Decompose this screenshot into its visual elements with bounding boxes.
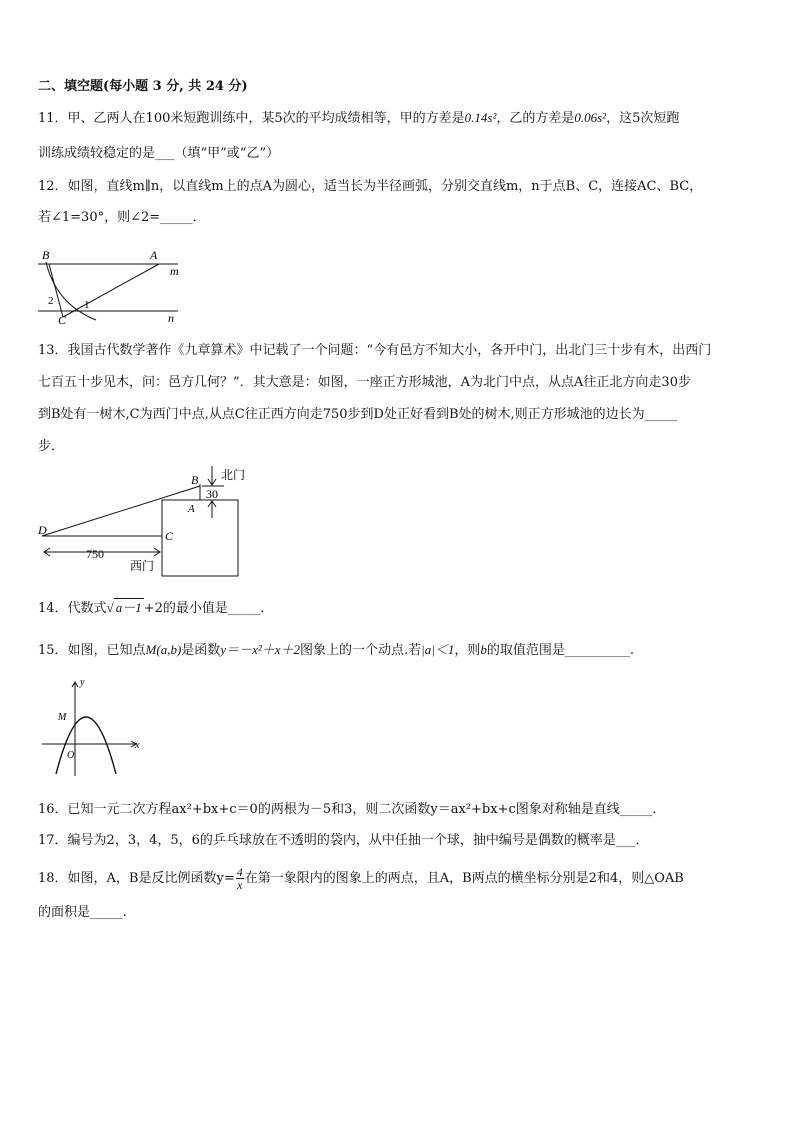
label-b: B <box>42 248 50 262</box>
label-750: 750 <box>86 547 104 561</box>
label-angle-2: 2 <box>48 295 54 307</box>
q12-figure <box>36 242 186 324</box>
q15-mid3: ，则 <box>454 643 481 658</box>
label-a: A <box>150 248 158 262</box>
segment-ac <box>63 264 159 317</box>
q18-fraction <box>236 866 244 891</box>
question-15 <box>38 641 634 660</box>
label-north-gate: 北门 <box>221 468 246 482</box>
label-west-gate: 西门 <box>130 559 155 573</box>
q11-text-b: ，乙的方差是 <box>496 111 575 126</box>
q11-text-a: 11．甲、乙两人在100米短跑训练中，某5次的平均成绩相等，甲的方差是 <box>38 111 465 126</box>
label-b: B <box>191 473 199 487</box>
q11-variance-b: 0.06s² <box>574 110 607 125</box>
question-13-line1: 13．我国古代数学著作《九章算术》中记载了一个问题：“今有邑方不知大小，各开中门，出北门三十步有木，出西门 <box>38 343 712 358</box>
label-angle-1: 1 <box>84 299 90 311</box>
question-13-line2: 七百五十步见木，问：邑方几何？”．其大意是：如图，一座正方形城池，A为北门中点，从点A往正北方向走30步 <box>38 375 691 390</box>
q11-variance-a: 0.14s² <box>464 110 497 125</box>
q14-suffix: +2的最小值是_____． <box>143 601 274 616</box>
label-o: O <box>67 750 75 761</box>
q15-point: M(a,b) <box>145 642 182 657</box>
q18-fraction-denominator: x <box>237 878 243 892</box>
q18-fraction-numerator: 4 <box>236 865 243 879</box>
label-n: n <box>168 311 174 324</box>
q15-figure <box>38 676 148 778</box>
question-13-line3: 到B处有一树木,C为西门中点,从点C往正西方向走750步到D处正好看到B处的树木,则正方形城池的边长为_____ <box>38 407 678 422</box>
label-m: m <box>170 264 179 278</box>
sightline-db <box>42 486 200 536</box>
q11-text-c: ，这5次短跑 <box>606 111 680 126</box>
label-c: C <box>58 313 67 324</box>
parabola <box>56 717 116 774</box>
question-12-line1: 12．如图，直线m∥n，以直线m上的点A为圆心，适当长为半径画弧，分别交直线m，n于点B、C，连接AC、BC， <box>38 179 703 194</box>
question-17: 17．编号为2，3，4，5，6的乒乓球放在不透明的袋内，从中任抽一个球，抽中编号是偶数的概率是___． <box>38 833 649 848</box>
question-16: 16．已知一元二次方程ax²+bx+c＝0的两根为－5和3，则二次函数y＝ax²+bx+c图象对称轴是直线_____． <box>38 802 666 817</box>
q15-prefix: 15．如图，已知点 <box>38 643 146 658</box>
question-12-line2: 若∠1=30°，则∠2=_____． <box>38 210 206 225</box>
question-18-line2: 的面积是_____. <box>38 905 127 920</box>
q15-mid2: 图象上的一个动点.若 <box>300 643 422 658</box>
q18-suffix: 在第一象限内的图象上的两点，且A，B两点的横坐标分别是2和4，则△OAB <box>244 871 684 886</box>
q15-function: y＝－x²＋x＋2 <box>220 642 301 657</box>
q15-condition: |a|＜1 <box>421 642 455 657</box>
q14-radicand: a－1 <box>115 600 142 615</box>
question-11-line2: 训练成绩较稳定的是___（填“甲”或“乙”） <box>38 146 280 161</box>
city-square <box>162 500 238 576</box>
label-d: D <box>38 523 47 537</box>
label-y: y <box>80 677 85 688</box>
q18-prefix: 18．如图，A，B是反比例函数y= <box>38 871 235 886</box>
label-30: 30 <box>206 487 218 501</box>
q15-mid: 是函数 <box>181 643 221 658</box>
q14-prefix: 14．代数式 <box>38 601 107 616</box>
label-c: C <box>165 529 174 543</box>
label-a: A <box>188 503 195 515</box>
question-18-line1 <box>38 866 684 891</box>
question-11-line1 <box>38 109 679 128</box>
q15-b: b <box>480 642 487 657</box>
label-m: M <box>58 712 67 723</box>
section-title: 二、填空题(每小题 3 分, 共 24 分) <box>38 79 248 94</box>
q15-suffix: 的取值范围是__________. <box>486 643 634 658</box>
question-13-line4: 步． <box>38 439 65 454</box>
q13-figure <box>36 464 258 580</box>
question-14: 14．代数式√ a－1 +2的最小值是_____． <box>38 600 274 616</box>
label-x: x <box>135 740 140 751</box>
segment-bc <box>49 264 63 317</box>
